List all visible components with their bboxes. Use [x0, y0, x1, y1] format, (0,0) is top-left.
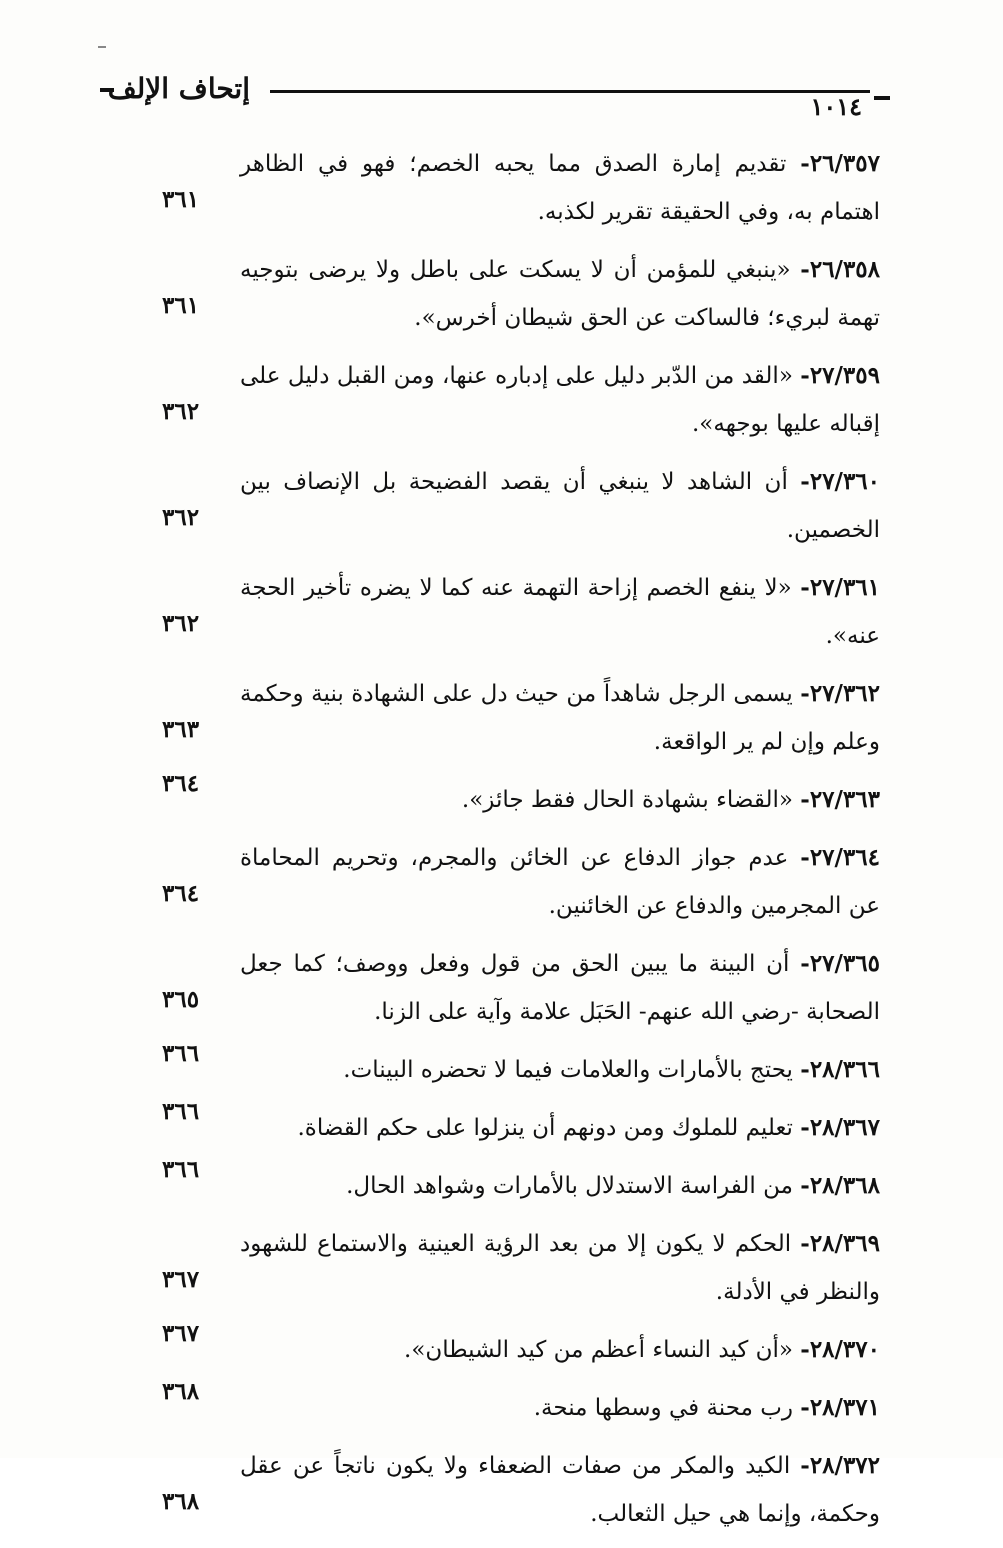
entry-text: يحتج بالأمارات والعلامات فيما لا تحضره البينات.	[343, 1057, 793, 1083]
entry-page: ٣٦٦	[162, 1156, 200, 1183]
entry-ref: ٢٨/٣٦٩-	[800, 1230, 880, 1257]
entry-page: ٣٦١	[162, 186, 200, 213]
entry-text-block	[240, 834, 880, 930]
index-entry	[150, 1040, 880, 1094]
entry-page: ٣٦٢	[162, 504, 200, 531]
page-number: ١٠١٤	[810, 92, 862, 121]
entry-ref: ٢٦/٣٥٧-	[800, 150, 880, 177]
entry-ref: ٢٧/٣٦٤-	[800, 844, 880, 871]
entry-ref: ٢٨/٣٧٢-	[800, 1452, 881, 1479]
entry-page: ٣٦٧	[162, 1320, 200, 1347]
entry-text: أن البينة ما يبين الحق من قول وفعل ووصف؛ كما جعل الصحابة -رضي الله عنهم- الحَبَل علامة وآية على الزنا.	[240, 951, 880, 1025]
index-entry	[150, 1220, 880, 1316]
entry-text: الكيد والمكر من صفات الضعفاء ولا يكون ناتجاً عن عقل وحكمة، وإنما هي حيل الثعالب.	[240, 1453, 880, 1527]
index-entry	[150, 834, 880, 930]
entry-page: ٣٦٢	[162, 398, 200, 425]
entry-text: تقديم إمارة الصدق مما يحبه الخصم؛ فهو في الظاهر اهتمام به، وفي الحقيقة تقرير لكذبه.	[240, 151, 880, 225]
index-entry	[150, 458, 880, 554]
entry-page: ٣٦٦	[162, 1040, 200, 1067]
entry-text-block	[240, 246, 880, 342]
running-header	[100, 68, 890, 121]
header-dash-right	[874, 96, 890, 100]
entry-page: ٣٦١	[162, 292, 200, 319]
header-rule	[270, 90, 870, 93]
entry-text: أن الشاهد لا ينبغي أن يقصد الفضيحة بل الإنصاف بين الخصمين.	[240, 469, 880, 543]
index-entry	[150, 1442, 880, 1538]
entry-page: ٣٦٤	[162, 770, 200, 797]
entry-ref: ٢٧/٣٦٣-	[800, 786, 880, 813]
entry-text: يسمى الرجل شاهداً من حيث دل على الشهادة بنية وحكمة وعلم وإن لم ير الواقعة.	[240, 681, 880, 755]
entry-ref: ٢٧/٣٦١-	[800, 574, 881, 601]
entry-text-block	[240, 1220, 880, 1316]
entry-text: الحكم لا يكون إلا من بعد الرؤية العينية والاستماع للشهود والنظر في الأدلة.	[240, 1231, 880, 1305]
entry-page: ٣٦٢	[162, 610, 200, 637]
entry-text-block	[240, 670, 880, 766]
entry-text-block	[240, 776, 880, 824]
entry-text-block	[240, 1162, 880, 1210]
entry-ref: ٢٧/٣٦٢-	[800, 680, 881, 707]
entry-ref: ٢٧/٣٦٥-	[800, 950, 880, 977]
entry-ref: ٢٨/٣٦٦-	[800, 1056, 880, 1083]
entry-text: عدم جواز الدفاع عن الخائن والمجرم، وتحريم المحاماة عن المجرمين والدفاع عن الخائنين.	[240, 845, 880, 919]
entry-text-block	[240, 1326, 880, 1374]
index-entry	[150, 940, 880, 1036]
entry-text-block	[240, 1442, 880, 1538]
entry-text-block	[240, 564, 880, 660]
index-entry	[150, 352, 880, 448]
entry-text: رب محنة في وسطها منحة.	[533, 1395, 793, 1421]
index-entry	[150, 670, 880, 766]
entry-text-block	[240, 352, 880, 448]
index-entry	[150, 1378, 880, 1432]
entry-page: ٣٦٧	[162, 1266, 200, 1293]
entry-text-block	[240, 1104, 880, 1152]
index-entry	[150, 770, 880, 824]
entry-text: «أن كيد النساء أعظم من كيد الشيطان».	[404, 1337, 793, 1363]
index-entry	[150, 246, 880, 342]
index-entry	[150, 1320, 880, 1374]
index-entry	[150, 564, 880, 660]
entry-ref: ٢٨/٣٦٨-	[800, 1172, 880, 1199]
entry-page: ٣٦٣	[162, 716, 200, 743]
entry-text: «لا ينفع الخصم إزاحة التهمة عنه كما لا يضره تأخير الحجة عنه».	[240, 575, 880, 649]
entry-ref: ٢٧/٣٥٩-	[800, 362, 880, 389]
index-entry	[150, 1156, 880, 1210]
book-title: إتحاف الإلف	[107, 72, 250, 105]
index-list	[150, 140, 880, 1548]
entry-text-block	[240, 940, 880, 1036]
entry-text: تعليم للملوك ومن دونهم أن ينزلوا على حكم القضاة.	[297, 1115, 793, 1141]
entry-ref: ٢٨/٣٧٠-	[800, 1336, 880, 1363]
entry-ref: ٢٨/٣٦٧-	[800, 1114, 880, 1141]
index-entry	[150, 140, 880, 236]
index-entry	[150, 1098, 880, 1152]
entry-text-block	[240, 1046, 880, 1094]
entry-text: من الفراسة الاستدلال بالأمارات وشواهد الحال.	[346, 1173, 793, 1199]
entry-page: ٣٦٤	[162, 880, 200, 907]
entry-page: ٣٦٥	[162, 986, 200, 1013]
entry-ref: ٢٦/٣٥٨-	[800, 256, 881, 283]
entry-text: «القد من الدّبر دليل على إدباره عنها، ومن القبل دليل على إقباله عليها بوجهه».	[240, 363, 880, 437]
entry-ref: ٢٧/٣٦٠-	[800, 468, 881, 495]
entry-page: ٣٦٨	[162, 1488, 200, 1515]
entry-page: ٣٦٦	[162, 1098, 200, 1125]
scan-mark	[98, 46, 106, 48]
entry-ref: ٢٨/٣٧١-	[800, 1394, 880, 1421]
entry-page: ٣٦٨	[162, 1378, 200, 1405]
entry-text-block	[240, 1384, 880, 1432]
entry-text-block	[240, 458, 880, 554]
entry-text: «ينبغي للمؤمن أن لا يسكت على باطل ولا يرضى بتوجيه تهمة لبريء؛ فالساكت عن الحق شيطان أخرس».	[240, 257, 880, 331]
entry-text-block	[240, 140, 880, 236]
entry-text: «القضاء بشهادة الحال فقط جائز».	[461, 787, 793, 813]
